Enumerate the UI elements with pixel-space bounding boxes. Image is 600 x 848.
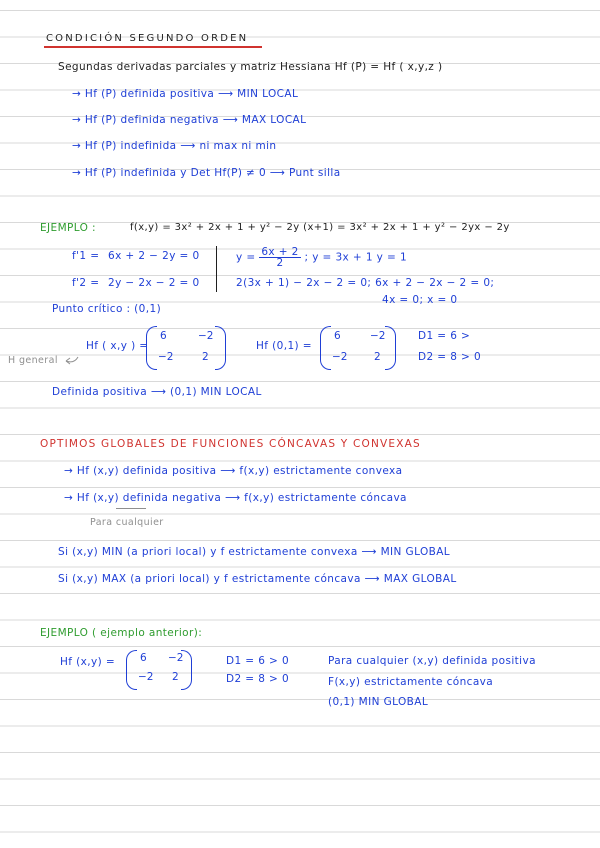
global-rule-2: Si (x,y) MAX (a priori local) y f estrictamente cóncava ⟶ MAX GLOBAL (58, 573, 457, 585)
example2-hessian-label: Hf (x,y) = (60, 656, 116, 668)
example1-function: f(x,y) = 3x² + 2x + 1 + y² − 2y (x+1) = 3x² + 2x + 1 + y² − 2yx − 2y (130, 222, 510, 233)
matrix-cell: −2 (198, 330, 214, 342)
solution-fraction (259, 247, 300, 268)
matrix-cell: 6 (334, 330, 341, 342)
example2-hessian-matrix (126, 650, 192, 688)
solution-fraction-den: 2 (276, 257, 284, 269)
example2-text-2: F(x,y) estrictamente cóncava (328, 676, 494, 688)
intro-line: Segundas derivadas parciales y matriz Hessiana Hf (P) = Hf ( x,y,z ) (58, 61, 443, 73)
solution-line-1 (236, 247, 407, 268)
example1-label: EJEMPLO : (40, 222, 96, 234)
matrix-cell: −2 (332, 351, 348, 363)
minor-d2: D2 = 8 > 0 (418, 351, 482, 363)
matrix-right-paren (385, 326, 396, 370)
example2-text-3: (0,1) MIN GLOBAL (328, 696, 429, 708)
curved-arrow-icon (64, 355, 80, 365)
fx-equation: 6x + 2 − 2y = 0 (108, 250, 200, 262)
page-title: CONDICIÓN SEGUNDO ORDEN (46, 33, 249, 44)
fx-label: f'1 = (72, 250, 100, 262)
global-line-1: → Hf (x,y) definida positiva ⟶ f(x,y) estrictamente convexa (64, 465, 403, 477)
h-general-note: H general (8, 355, 58, 366)
minor-d1: D1 = 6 > (418, 330, 471, 342)
condition-2: → Hf (P) definida negativa ⟶ MAX LOCAL (72, 114, 307, 126)
example2-label: EJEMPLO ( ejemplo anterior): (40, 627, 203, 639)
example1-conclusion: Definida positiva ⟶ (0,1) MIN LOCAL (52, 386, 262, 398)
critical-point: Punto crítico : (0,1) (52, 303, 162, 315)
matrix-cell: 2 (374, 351, 381, 363)
condition-3: → Hf (P) indefinida ⟶ ni max ni min (72, 140, 277, 152)
solution-y-lhs: y = (236, 251, 256, 264)
fy-equation: 2y − 2x − 2 = 0 (108, 277, 200, 289)
matrix-right-paren (215, 326, 226, 370)
hessian-general-matrix (146, 326, 226, 368)
global-line-2: → Hf (x,y) definida negativa ⟶ f(x,y) estrictamente cóncava (64, 492, 407, 504)
condition-1: → Hf (P) definida positiva ⟶ MIN LOCAL (72, 88, 299, 100)
note-brace (116, 508, 146, 509)
global-section-title: OPTIMOS GLOBALES DE FUNCIONES CÓNCAVAS Y CONVEXAS (40, 438, 421, 450)
hessian-point-matrix (320, 326, 396, 368)
solution-line-3: 4x = 0; x = 0 (382, 294, 458, 306)
system-bracket (216, 246, 217, 292)
solution-fraction-num: 6x + 2 (261, 246, 299, 258)
global-note: Para cualquier (90, 517, 164, 528)
example2-d1: D1 = 6 > 0 (226, 655, 290, 667)
matrix-cell: −2 (168, 652, 184, 664)
matrix-cell: −2 (158, 351, 174, 363)
matrix-left-paren (146, 326, 157, 370)
matrix-cell: −2 (138, 671, 154, 683)
matrix-left-paren (320, 326, 331, 370)
example2-text-1: Para cualquier (x,y) definida positiva (328, 655, 536, 667)
matrix-cell: −2 (370, 330, 386, 342)
hessian-general-label: Hf ( x,y ) = (86, 340, 149, 352)
solution-y-rest: ; y = 3x + 1 y = 1 (304, 251, 408, 264)
matrix-cell: 6 (160, 330, 167, 342)
fy-label: f'2 = (72, 277, 100, 289)
hessian-point-label: Hf (0,1) = (256, 340, 312, 352)
matrix-cell: 2 (172, 671, 179, 683)
condition-4: → Hf (P) indefinida y Det Hf(P) ≠ 0 ⟶ Punt silla (72, 167, 341, 179)
title-underline (44, 46, 262, 48)
matrix-left-paren (126, 650, 137, 690)
matrix-cell: 2 (202, 351, 209, 363)
solution-line-2: 2(3x + 1) − 2x − 2 = 0; 6x + 2 − 2x − 2 = 0; (236, 277, 495, 289)
matrix-cell: 6 (140, 652, 147, 664)
global-rule-1: Si (x,y) MIN (a priori local) y f estrictamente convexa ⟶ MIN GLOBAL (58, 546, 451, 558)
example2-d2: D2 = 8 > 0 (226, 673, 290, 685)
